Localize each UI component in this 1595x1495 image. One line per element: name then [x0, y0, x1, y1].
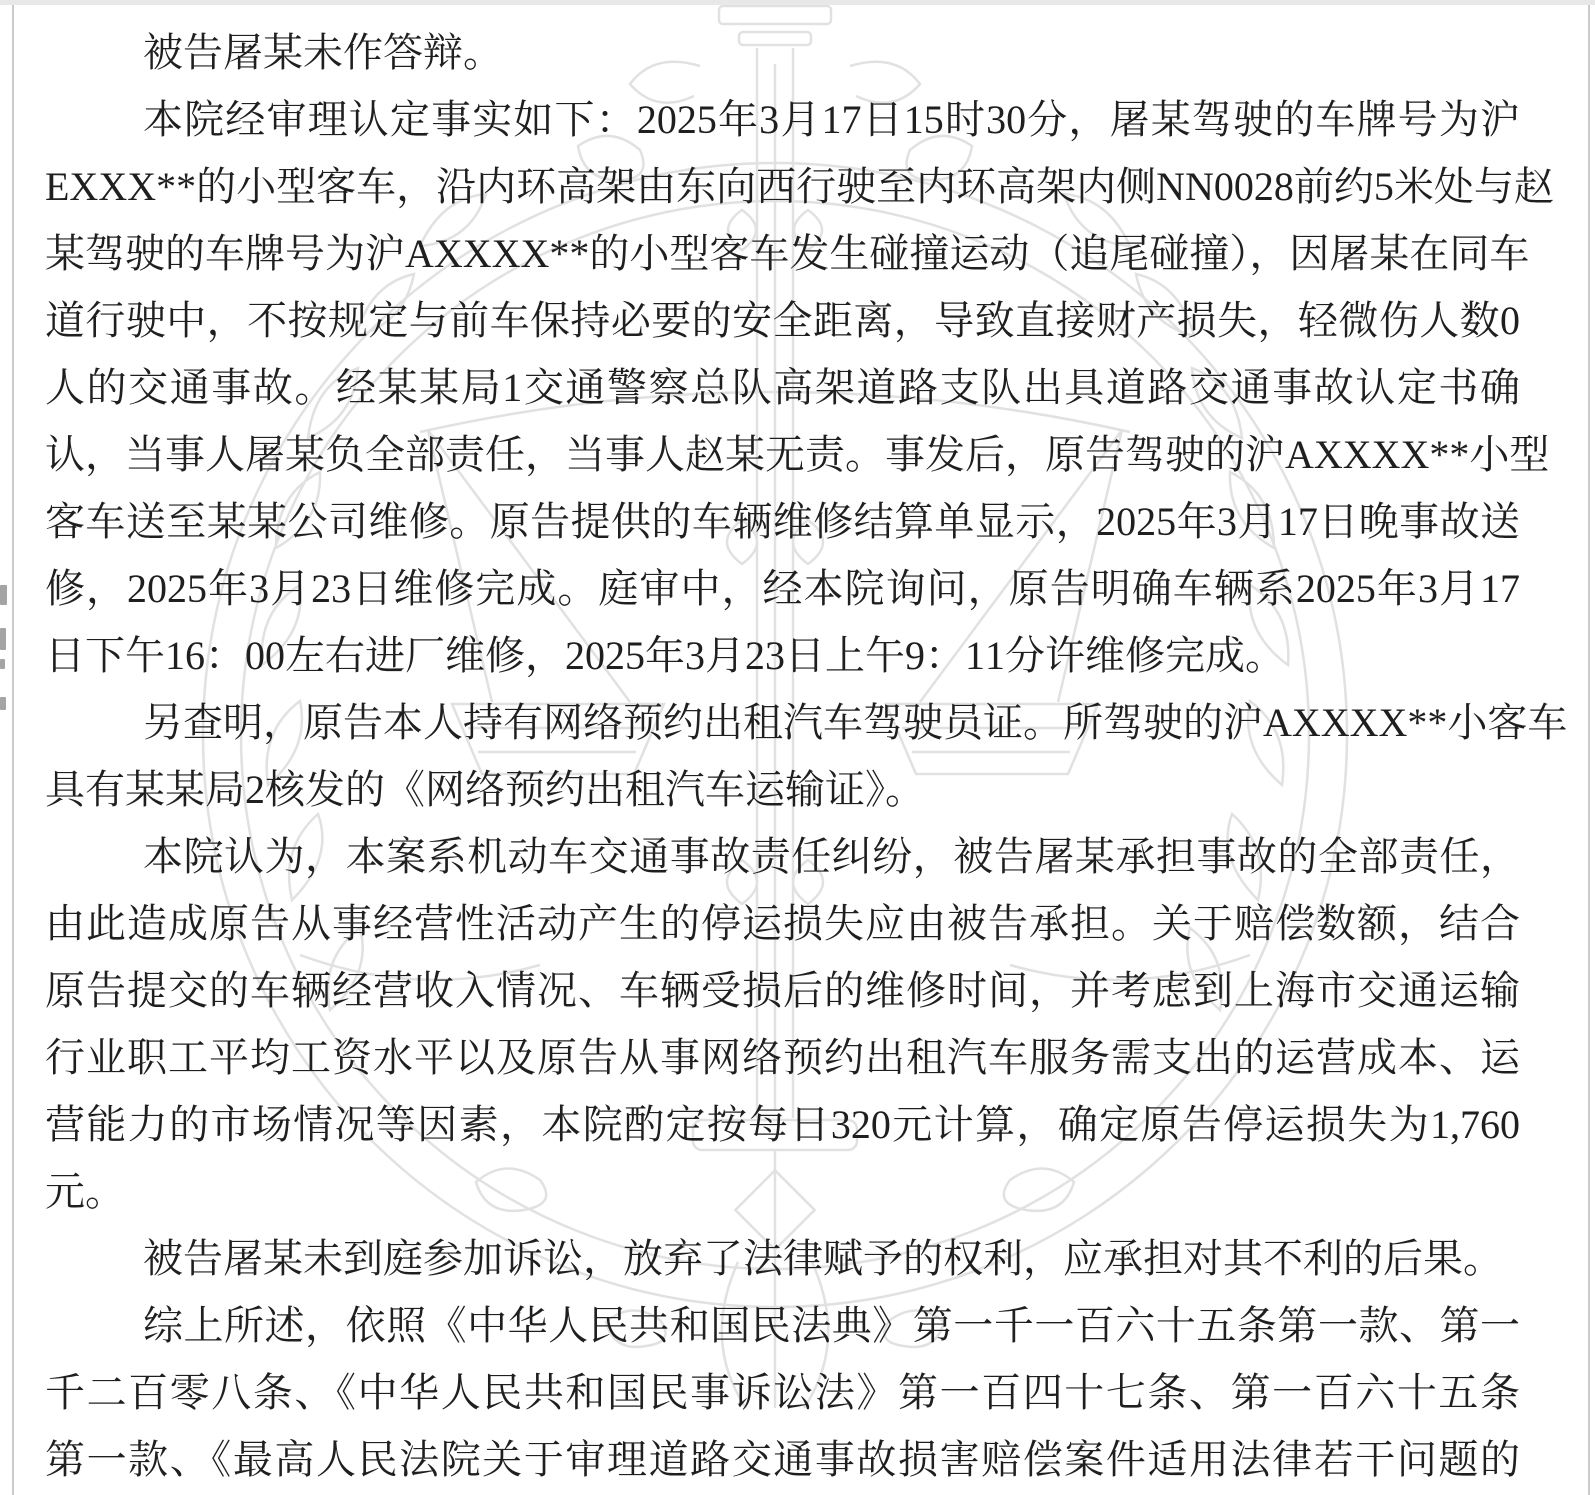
left-page-border [12, 5, 14, 1495]
text-line: EXXX**的小型客车，沿内环高架由东向西行驶至内环高架内侧NN0028前约5米处与赵 [45, 164, 1554, 209]
margin-artifact [0, 628, 6, 650]
text-line: 被告屠某未到庭参加诉讼，放弃了法律赋予的权利，应承担对其不利的后果。 [143, 1236, 1503, 1281]
text-line: 千二百零八条、《中华人民共和国民事诉讼法》第一百四十七条、第一百六十五条 [45, 1370, 1520, 1415]
text-line: 修，2025年3月23日维修完成。庭审中，经本院询问，原告明确车辆系2025年3月17 [45, 566, 1520, 611]
judgment-body [45, 19, 1568, 1493]
text-line: 营能力的市场情况等因素，本院酌定按每日320元计算，确定原告停运损失为1,760 [45, 1102, 1520, 1147]
text-line: 具有某某局2核发的《网络预约出租汽车运输证》。 [45, 767, 925, 812]
text-line: 道行驶中，不按规定与前车保持必要的安全距离，导致直接财产损失，轻微伤人数0 [45, 298, 1520, 343]
text-line: 客车送至某某公司维修。原告提供的车辆维修结算单显示，2025年3月17日晚事故送 [45, 499, 1520, 544]
text-line: 元。 [45, 1169, 125, 1214]
margin-artifact [0, 659, 5, 669]
text-line: 被告屠某未作答辩。 [143, 30, 503, 75]
text-line: 另查明，原告本人持有网络预约出租汽车驾驶员证。所驾驶的沪AXXXX**小客车 [143, 700, 1568, 745]
text-line: 认，当事人屠某负全部责任，当事人赵某无责。事发后，原告驾驶的沪AXXXX**小型 [45, 432, 1550, 477]
text-line: 行业职工平均工资水平以及原告从事网络预约出租汽车服务需支出的运营成本、运 [45, 1035, 1520, 1080]
top-edge-bar [0, 0, 1595, 5]
text-line: 日下午16：00左右进厂维修，2025年3月23日上午9：11分许维修完成。 [45, 633, 1285, 678]
right-page-border [1588, 5, 1590, 1495]
text-line: 综上所述，依照《中华人民共和国民法典》第一千一百六十五条第一款、第一 [143, 1303, 1520, 1348]
text-line: 由此造成原告从事经营性活动产生的停运损失应由被告承担。关于赔偿数额，结合 [45, 901, 1520, 946]
margin-artifact [0, 697, 6, 710]
text-line: 原告提交的车辆经营收入情况、车辆受损后的维修时间，并考虑到上海市交通运输 [45, 968, 1520, 1013]
text-line: 人的交通事故。经某某局1交通警察总队高架道路支队出具道路交通事故认定书确 [45, 365, 1520, 410]
text-line: 第一款、《最高人民法院关于审理道路交通事故损害赔偿案件适用法律若干问题的 [45, 1437, 1520, 1482]
text-line: 本院认为，本案系机动车交通事故责任纠纷，被告屠某承担事故的全部责任， [143, 834, 1520, 879]
text-line: 某驾驶的车牌号为沪AXXXX**的小型客车发生碰撞运动（追尾碰撞），因屠某在同车 [45, 231, 1530, 276]
margin-artifact [0, 585, 7, 605]
text-line: 本院经审理认定事实如下：2025年3月17日15时30分，屠某驾驶的车牌号为沪 [143, 97, 1520, 142]
